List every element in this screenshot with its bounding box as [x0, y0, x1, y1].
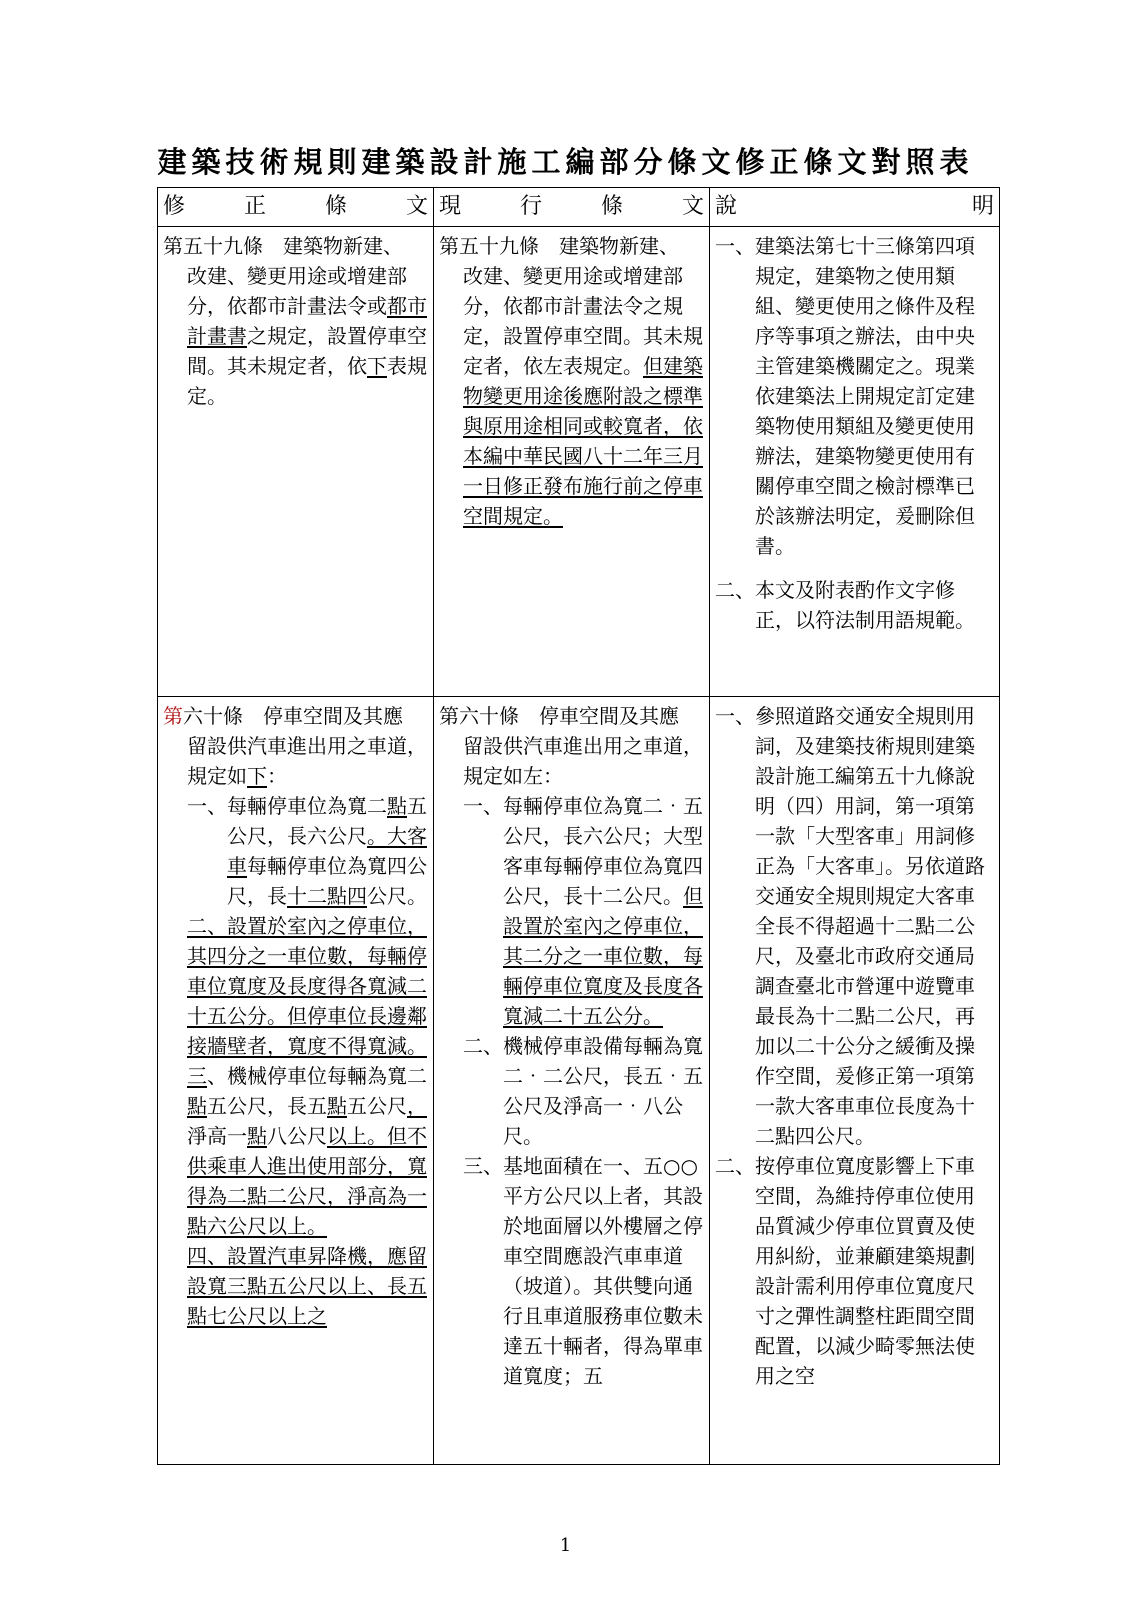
- header-revised: 修 正 條 文: [158, 188, 434, 227]
- list-item: 一、 每輛停車位為寬二‧五公尺，長六公尺；大型客車每輛停車位為寬四公尺，長十二公尺。但設置於室內之停車位，其二分之一車位數，每輛停車位寬度及長度各寬減二十五公分。: [463, 794, 703, 1028]
- table-header-row: [158, 188, 1000, 227]
- list-item: 三、機械停車位每輛為寬二點五公尺，長五點五公尺，淨高一點八公尺以上。但不供乘車人進出使用部分，寬得為二點二公尺，淨高為一點六公尺以上。: [187, 1064, 427, 1238]
- table-row-article-59: [158, 227, 1000, 697]
- note-item: 二、 按停車位寬度影響上下車空間，為維持停車位使用品質減少停車位買賣及使用糾紛，並兼顧建築規劃設計需利用停車位寬度尺寸之彈性調整柱距間空間配置，以減少畸零無法使用之空: [715, 1154, 975, 1388]
- page-title: 建築技術規則建築設計施工編部分條文修正條文對照表: [157, 145, 974, 179]
- current-article-59: 第五十九條 建築物新建、 改建、變更用途或增建部分，依都市計畫法令之規定，設置停車空間。其未規定者，依左表規定。但建築物變更用途後應附設之標準與原用途相同或較寬者，依本編中華民國八十二年三月一日修正發布施行前之停車空間規定。: [434, 227, 710, 697]
- page-number: 1: [559, 1535, 572, 1556]
- header-notes: 說 明: [710, 188, 1000, 227]
- current-article-60: 第六十條 停車空間及其應 留設供汽車進出用之車道，規定如左： 一、 每輛停車位為寬二‧五公尺，長六公尺；大型客車每輛停車位為寬四公尺，長十二公尺。但設置於室內之停車位，其二分之一車位數，每輛停車位寬度及長度各寬減二十五公分。 二、 機械停車設備每輛為寬二‧二公尺，長五‧五公尺及淨高一‧八公尺。 三、 基地面積在一、五○○平方公尺以上者，其設於地面層以外樓層之停車空間應設汽車車道（坡道）。其供雙向通行且車道服務車位數未達五十輛者，得為單車道寬度；五: [434, 697, 710, 1465]
- revised-article-59: 第五十九條 建築物新建、 改建、變更用途或增建部分，依都市計畫法令或都市計畫書之規定，設置停車空間。其未規定者，依下表規定。: [158, 227, 434, 697]
- note-item: 二、 本文及附表酌作文字修正，以符法制用語規範。: [715, 578, 975, 632]
- notes-article-59: [710, 227, 1000, 697]
- revised-article-60: 第六十條 停車空間及其應 留設供汽車進出用之車道，規定如下： 一、 每輛停車位為寬二點五公尺，長六公尺。大客車每輛停車位為寬四公尺，長十二點四公尺。 二、設置於室內之停車位，其四分之一車位數，每輛停車位寬度及長度得各寬減二十五公分。但停車位長邊鄰接牆壁者，寬度不得寬減。 三、機械停車位每輛為寬二點五公尺，長五點五公尺，淨高一點八公尺以上。但不供乘車人進出使用部分，寬得為二點二公尺，淨高為一點六公尺以上。 四、設置汽車昇降機，應留設寬三點五公尺以上、長五點七公尺以上之: [158, 697, 434, 1465]
- header-current: 現 行 條 文: [434, 188, 710, 227]
- list-item: 三、 基地面積在一、五○○平方公尺以上者，其設於地面層以外樓層之停車空間應設汽車車道（坡道）。其供雙向通行且車道服務車位數未達五十輛者，得為單車道寬度；五: [463, 1154, 703, 1388]
- list-item: 一、 每輛停車位為寬二點五公尺，長六公尺。大客車每輛停車位為寬四公尺，長十二點四公尺。: [187, 794, 427, 908]
- notes-article-60: [710, 697, 1000, 1465]
- list-item: 二、設置於室內之停車位，其四分之一車位數，每輛停車位寬度及長度得各寬減二十五公分。但停車位長邊鄰接牆壁者，寬度不得寬減。: [187, 914, 427, 1058]
- list-item: 四、設置汽車昇降機，應留設寬三點五公尺以上、長五點七公尺以上之: [187, 1244, 427, 1328]
- note-item: 一、 建築法第七十三條第四項規定，建築物之使用類組、變更使用之條件及程序等事項之辦法，由中央主管建築機關定之。現業依建築法上開規定訂定建築物使用類組及變更使用辦法，建築物變更使用有關停車空間之檢討標準已於該辦法明定，爰刪除但書。: [715, 234, 975, 558]
- note-item: 一、 參照道路交通安全規則用詞，及建築技術規則建築設計施工編第五十九條說明（四）用詞，第一項第一款「大型客車」用詞修正為「大客車」。另依道路交通安全規則規定大客車全長不得超過十二點二公尺，及臺北市政府交通局調查臺北市營運中遊覽車最長為十二點二公尺，再加以二十公分之緩衝及操作空間，爰修正第一項第一款大客車車位長度為十二點四公尺。: [715, 704, 985, 1148]
- table-row-article-60: [158, 697, 1000, 1465]
- comparison-table: [157, 187, 1000, 1465]
- list-item: 二、 機械停車設備每輛為寬二‧二公尺，長五‧五公尺及淨高一‧八公尺。: [463, 1034, 703, 1148]
